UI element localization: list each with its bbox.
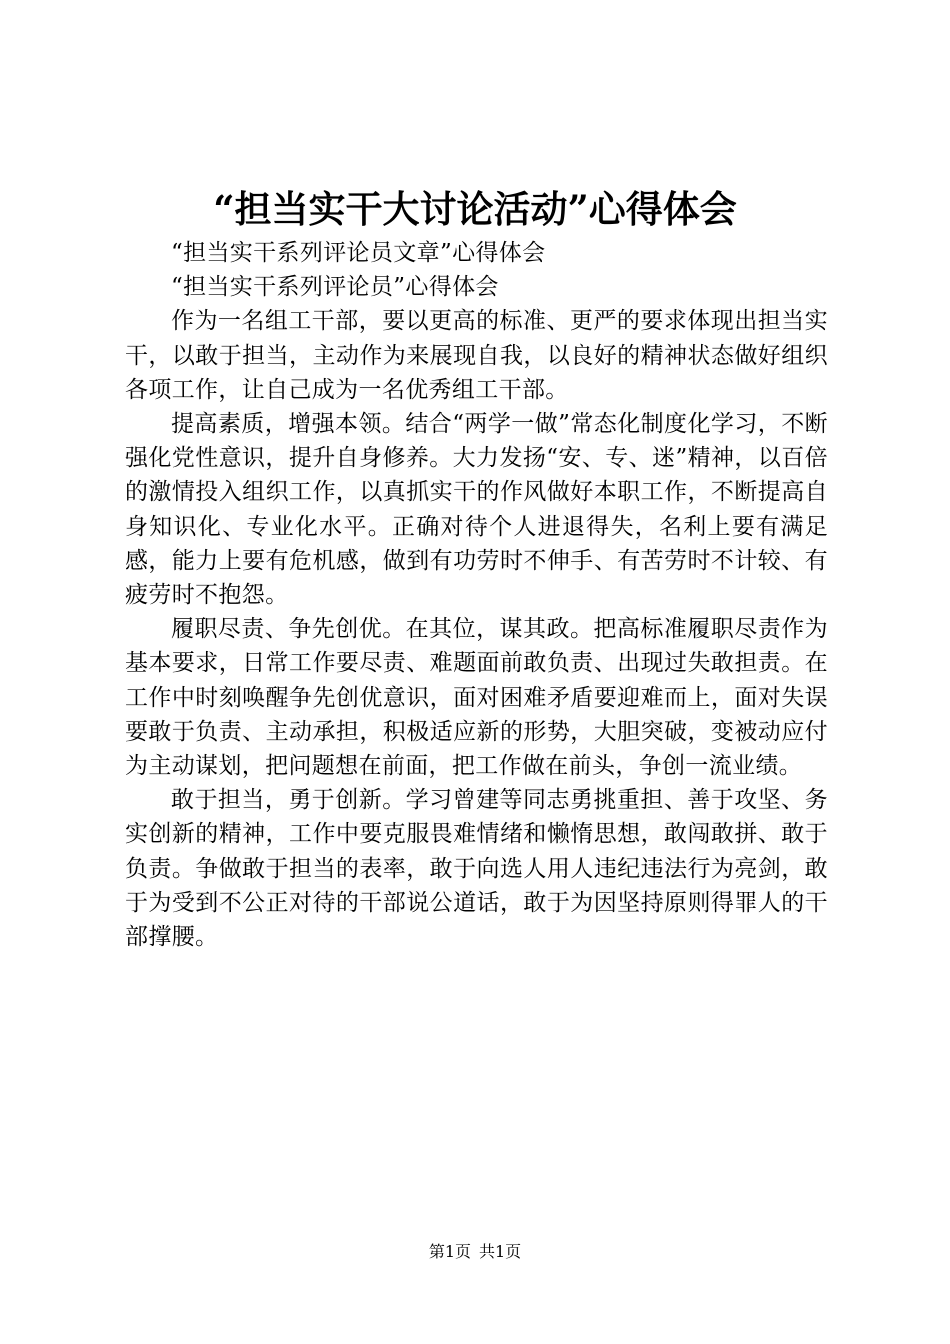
document-body [125, 236, 828, 954]
paragraph-intro: 作为一名组工干部，要以更高的标准、更严的要求体现出担当实干，以敢于担当，主动作为来展现自我，以良好的精神状态做好组织各项工作，让自己成为一名优秀组工干部。 [125, 308, 828, 403]
subtitle-line-1: “担当实干系列评论员文章”心得体会 [171, 240, 546, 266]
paragraph-innovation: 敢于担当，勇于创新。学习曾建等同志勇挑重担、善于攻坚、务实创新的精神，工作中要克服畏难情绪和懒惰思想，敢闯敢拼、敢于负责。争做敢于担当的表率，敢于向选人用人违纪违法行为亮剑，敢于为受到不公正对待的干部说公道话，敢于为因坚持原则得罪人的干部撑腰。 [125, 787, 828, 951]
subtitle-line-2: “担当实干系列评论员”心得体会 [171, 274, 499, 301]
document-title: “担当实干大讨论活动”心得体会 [213, 187, 737, 231]
paragraph-duty: 履职尽责、争先创优。在其位，谋其政。把高标准履职尽责作为基本要求，日常工作要尽责、难题面前敢负责、出现过失敢担责。在工作中时刻唤醒争先创优意识，面对困难矛盾要迎难而上，面对失误要敢于负责、主动承担，积极适应新的形势，大胆突破，变被动应付为主动谋划，把问题想在前面，把工作做在前头，争创一流业绩。 [125, 616, 828, 780]
page-total: 共1页 [479, 1242, 522, 1261]
page-number: 第1页 [428, 1242, 471, 1261]
page-footer [0, 1240, 950, 1264]
paragraph-quality: 提高素质，增强本领。结合“两学一做”常态化制度化学习，不断强化党性意识，提升自身修养。大力发扬“安、专、迷”精神，以百倍的激情投入组织工作，以真抓实干的作风做好本职工作，不断提高自身知识化、专业化水平。正确对待个人进退得失，名利上要有满足感，能力上要有危机感，做到有功劳时不伸手、有苦劳时不计较、有疲劳时不抱怨。 [125, 411, 828, 609]
